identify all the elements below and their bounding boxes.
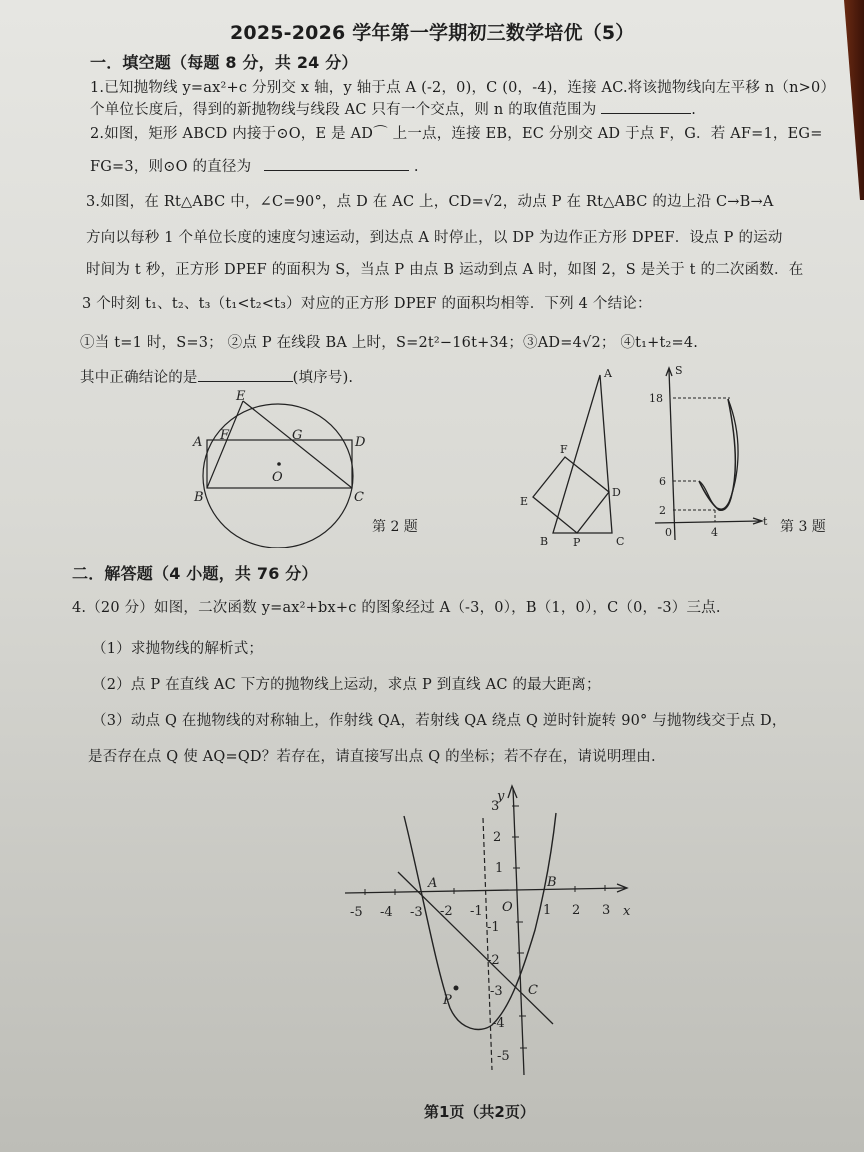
label-B: B [194,490,204,505]
q3-line4: 3 个时刻 t₁、t₂、t₃（t₁<t₂<t₃）对应的正方形 DPEF 的面积均相等．下列 4 个结论： [82,296,652,312]
q4-axis-y-label: y [497,789,505,804]
q2-text: FG=3，则⊙O 的直径为 [90,159,252,175]
label-D: D [355,435,366,450]
graph-axis-S: S [675,364,683,377]
label-E: E [236,389,246,404]
q4-xtick-neg4: -4 [380,905,393,920]
q4-xtick-neg3: -3 [410,905,423,920]
tri-label-E: E [520,495,529,508]
q4-point-A: A [428,876,438,891]
label-C: C [354,490,364,505]
q4-ytick-neg2: -2 [487,953,500,968]
q4-ytick-3: 3 [491,799,500,814]
q3-options: ①当 t=1 时，S=3； ②点 P 在线段 BA 上时，S=2t²−16t+34；③AD=4√2； ④t₁+t₂=4. [80,335,699,351]
q4-xtick-2: 2 [572,903,581,918]
q4-xtick-1: 1 [543,903,552,918]
q4-xtick-neg2: -2 [440,904,453,919]
q1-line1: 1.已知抛物线 y=ax²+c 分别交 x 轴，y 轴于点 A (-2，0)，C (0，-4)，连接 AC.将该抛物线向左平移 n（n>0） [90,80,836,96]
label-O: O [272,470,283,485]
q3-answer-prompt: 其中正确结论的是 [80,370,198,386]
tri-label-C: C [616,535,625,548]
label-F: F [220,428,230,443]
section2-heading: 二．解答题（4 小题，共 76 分） [72,564,318,583]
figure-q3-triangle-square [510,365,650,550]
graph-tick-6: 6 [659,475,666,488]
page-title: 2025-2026 学年第一学期初三数学培优（5） [230,22,635,44]
q4-ytick-neg3: -3 [490,984,503,999]
label-A: A [193,435,203,450]
graph-tick-0: 0 [665,526,672,539]
q4-ytick-neg5: -5 [497,1049,510,1064]
q3-line3: 时间为 t 秒，正方形 DPEF 的面积为 S，当点 P 由点 B 运动到点 A 时，如图 2，S 是关于 t 的二次函数．在 [86,262,804,278]
q3-line1: 3.如图，在 Rt△ABC 中，∠C=90°，点 D 在 AC 上，CD=√2，动点 P 在 Rt△ABC 的边上沿 C→B→A [86,194,774,210]
q2-line2 [90,155,419,176]
q3-answer-suffix: (填序号). [292,370,354,386]
q4-xtick-neg5: -5 [350,905,363,920]
q4-part3b: 是否存在点 Q 使 AQ=QD？若存在，请直接写出点 Q 的坐标；若不存在，请说明理由. [88,749,656,765]
tri-label-B: B [540,535,549,548]
figure-q4-parabola-graph [340,780,640,1080]
graph-axis-t: t [763,515,768,528]
figure-q2-circle-rectangle [190,388,370,548]
tri-label-A: A [604,367,612,380]
q3-line2: 方向以每秒 1 个单位长度的速度匀速运动，到达点 A 时停止，以 DP 为边作正方形 DPEF．设点 P 的运动 [86,230,783,246]
figure-q2-caption: 第 2 题 [372,519,418,535]
q1-answer-blank[interactable] [601,113,691,114]
q4-axis-x-label: x [623,904,631,919]
q3-answer-blank[interactable] [198,381,293,382]
q4-ytick-neg1: -1 [487,920,500,935]
q1-text: 个单位长度后，得到的新抛物线与线段 AC 只有一个交点，则 n 的取值范围为 [90,102,597,118]
q4-xtick-3: 3 [602,903,611,918]
graph-tick-18: 18 [649,392,663,405]
q2-answer-blank[interactable] [264,170,409,171]
q4-line1: 4.（20 分）如图，二次函数 y=ax²+bx+c 的图象经过 A（-3，0），B（1，0），C（0，-3）三点. [72,600,721,616]
section1-heading: 一．填空题（每题 8 分，共 24 分） [90,53,358,72]
figure-q3-caption: 第 3 题 [780,519,826,535]
page-footer: 第1页（共2页） [424,1103,535,1121]
q4-ytick-1: 1 [495,861,504,876]
q4-point-B: B [547,875,557,890]
tri-label-D: D [612,486,621,499]
q4-xtick-neg1: -1 [470,904,483,919]
q4-point-C: C [528,983,538,998]
figure-q3-graph [645,362,775,552]
q4-ytick-2: 2 [493,830,502,845]
q4-point-P: P [443,993,452,1008]
q3-answer-line [80,366,353,387]
graph-tick-4: 4 [711,526,718,539]
q2-end: . [413,159,419,175]
tri-label-P: P [573,536,581,549]
q1-line2 [90,98,696,119]
label-G: G [292,428,303,443]
graph-tick-2: 2 [659,504,666,517]
q4-origin-label: O [502,900,513,915]
q2-line1: 2.如图，矩形 ABCD 内接于⊙O，E 是 AD⌒ 上一点，连接 EB，EC 分别交 AD 于点 F，G．若 AF=1，EG= [90,126,823,142]
q4-part1: （1）求抛物线的解析式； [92,641,264,657]
q1-end: . [691,102,697,118]
q4-part3a: （3）动点 Q 在抛物线的对称轴上，作射线 QA，若射线 QA 绕点 Q 逆时针旋转 90° 与抛物线交于点 D， [92,713,787,729]
table-background-edge [844,0,864,200]
q4-ytick-neg4: -4 [492,1016,505,1031]
q4-part2: （2）点 P 在直线 AC 下方的抛物线上运动，求点 P 到直线 AC 的最大距离； [92,677,601,693]
tri-label-F: F [560,443,568,456]
